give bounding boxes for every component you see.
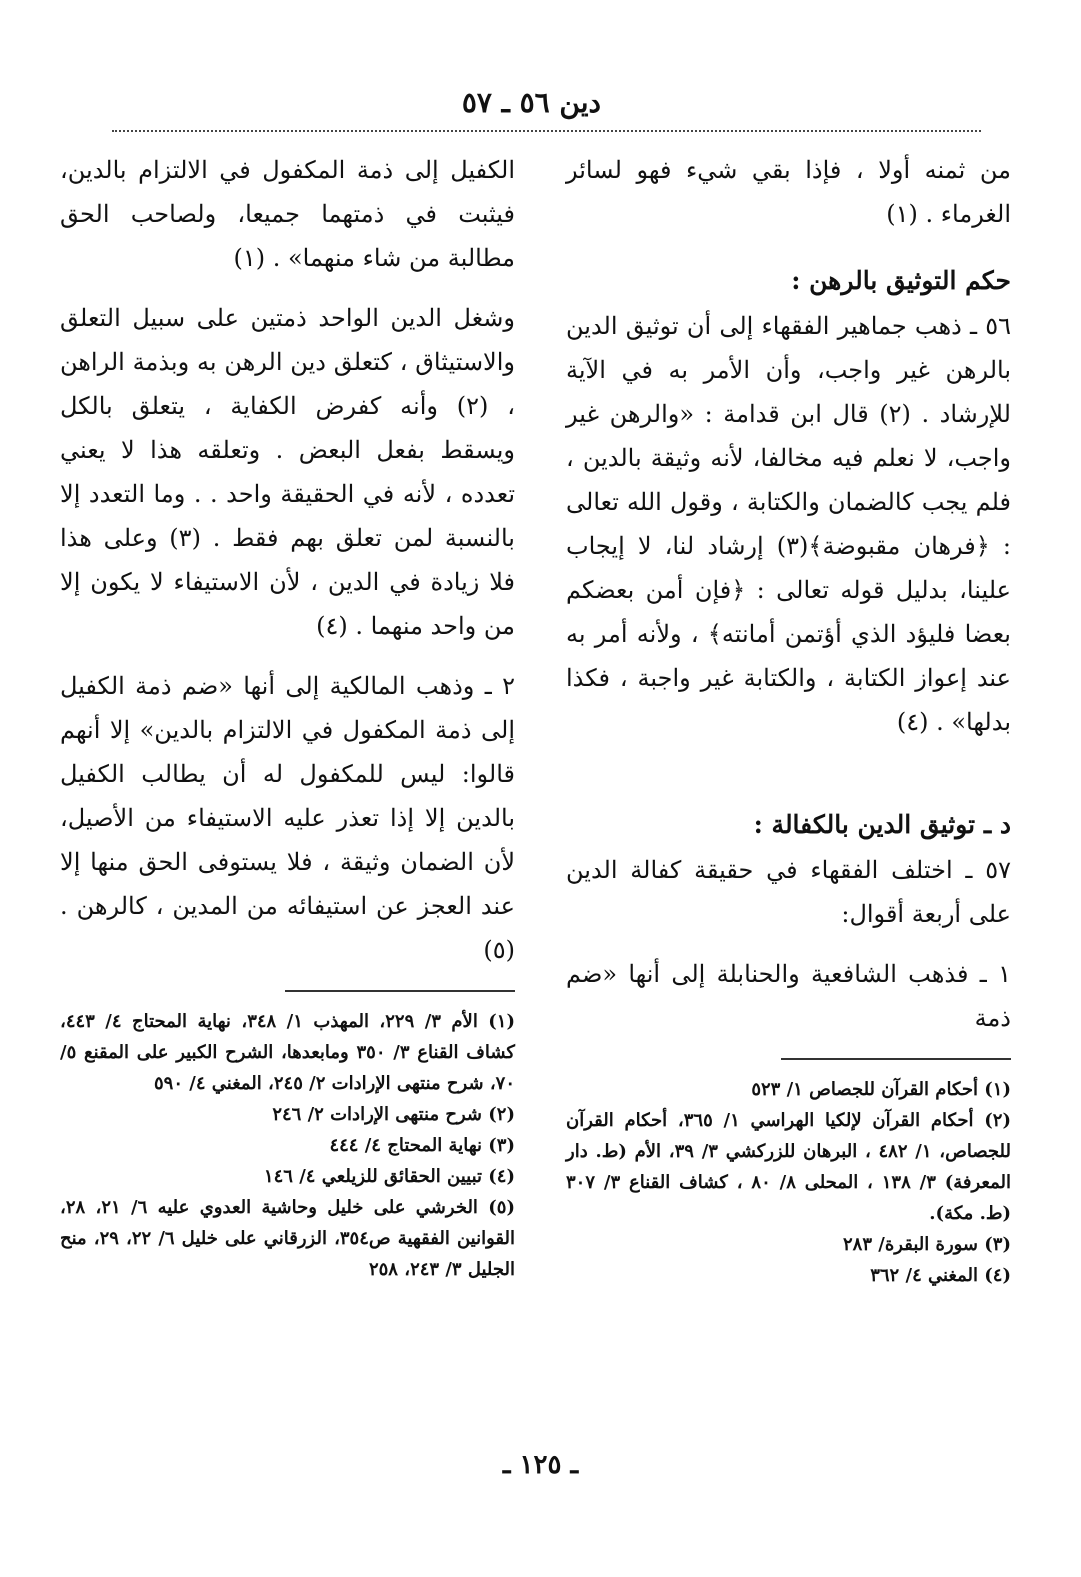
paragraph: ٥٦ ـ ذهب جماهير الفقهاء إلى أن توثيق الدين بالرهن غير واجب، وأن الأمر به في الآية للإرشاد . (٢) قال ابن قدامة : «والرهن غير واجب، لا نعلم فيه مخالفا، لأنه وثيقة بالدين ، فلم يجب كالضمان والكتابة ، وقول الله تعالى : ﴿فرهان مقبوضة﴾(٣) إرشاد لنا، لا إيجاب علينا، بدليل قوله تعالى : ﴿فإن أمن بعضكم بعضا فليؤد الذي أؤتمن أمانته﴾ ، ولأنه أمر به عند إعواز الكتابة ، والكتابة غير واجبة ، فكذا بدلها» . (٤): [566, 312, 1012, 736]
footnote: (٢) أحكام القرآن لإلكيا الهراسي ١/ ٣٦٥، أحكام القرآن للجصاص، ١/ ٤٨٢ ، البرهان للزركشي ٣/ ٣٩، الأم (ط. دار المعرفة) ٣/ ١٣٨ ، المحلى ٨/ ٨٠ ، كشاف القناع ٣/ ٣٠٧ (ط. مكة).: [566, 1110, 1011, 1224]
page-header-title: دين ٥٦ ـ ٥٧: [461, 86, 601, 119]
paragraph: من ثمنه أولا ، فإذا بقي شيء فهو لسائر الغرماء . (١): [566, 156, 1011, 228]
right-column: [566, 148, 1011, 1291]
page-number: ـ ١٢٥ ـ: [502, 1450, 579, 1480]
footnote: (١) أحكام القرآن للجصاص ١/ ٥٢٣: [751, 1079, 1011, 1100]
footnote: (٣) سورة البقرة/ ٢٨٣: [843, 1234, 1011, 1255]
footnote: (٣) نهاية المحتاج ٤/ ٤٤٤: [329, 1135, 515, 1156]
section-heading: حكم التوثيق بالرهن :: [791, 266, 1011, 295]
left-column: [60, 148, 515, 1285]
footnote-divider: [285, 990, 515, 992]
footnote: (٤) المغني ٤/ ٣٦٢: [870, 1265, 1011, 1286]
footnote: (٥) الخرشي على خليل وحاشية العدوي عليه ٦/ ٢١، ٢٨، القوانين الفقهية ص٣٥٤، الزرقاني على خليل ٦/ ٢٢، ٢٩، منح الجليل ٣/ ٢٤٣، ٢٥٨: [60, 1197, 515, 1280]
paragraph: ٢ ـ وذهب المالكية إلى أنها «ضم ذمة الكفيل إلى ذمة المكفول في الالتزام بالدين» إلا أنهم قالوا: ليس للمكفول له أن يطالب الكفيل بالدين إلا إذا تعذر عليه الاستيفاء من الأصيل، لأن الضمان وثيقة ، فلا يستوفى الحق منها إلا عند العجز عن استيفائه من المدين ، كالرهن . (٥): [60, 672, 515, 964]
footnote-divider: [781, 1058, 1011, 1060]
page-header: [60, 86, 1021, 136]
footnote: (٢) شرح منتهى الإرادات ٢/ ٢٤٦: [272, 1104, 515, 1125]
footnote: (١) الأم ٣/ ٢٢٩، المهذب ١/ ٣٤٨، نهاية المحتاج ٤/ ٤٤٣، كشاف القناع ٣/ ٣٥٠ ومابعدها، الشرح الكبير على المقنع ٥/ ٧٠، شرح منتهى الإرادات ٢/ ٢٤٥، المغني ٤/ ٥٩٠: [60, 1011, 516, 1094]
paragraph: ٥٧ ـ اختلف الفقهاء في حقيقة كفالة الدين على أربعة أقوال:: [566, 856, 1011, 928]
footnote: (٤) تبيين الحقائق للزيلعي ٤/ ١٤٦: [263, 1166, 515, 1187]
paragraph: وشغل الدين الواحد ذمتين على سبيل التعلق والاستيثاق ، كتعلق دين الرهن به وبذمة الراهن ، (٢) وأنه كفرض الكفاية ، يتعلق بالكل ويسقط بفعل البعض . وتعلقه هذا لا يعني تعدده ، لأنه في الحقيقة واحد . . وما التعدد إلا بالنسبة لمن تعلق بهم فقط . (٣) وعلى هذا فلا زيادة في الدين ، لأن الاستيفاء لا يكون إلا من واحد منهما . (٤): [60, 304, 515, 640]
paragraph: ١ ـ فذهب الشافعية والحنابلة إلى أنها «ضم ذمة: [566, 960, 1011, 1032]
header-dotted-rule: [112, 130, 981, 132]
paragraph: الكفيل إلى ذمة المكفول في الالتزام بالدين، فيثبت في ذمتهما جميعا، ولصاحب الحق مطالبة من شاء منهما» . (١): [60, 156, 515, 272]
section-heading: د ـ توثيق الدين بالكفالة :: [753, 810, 1011, 839]
